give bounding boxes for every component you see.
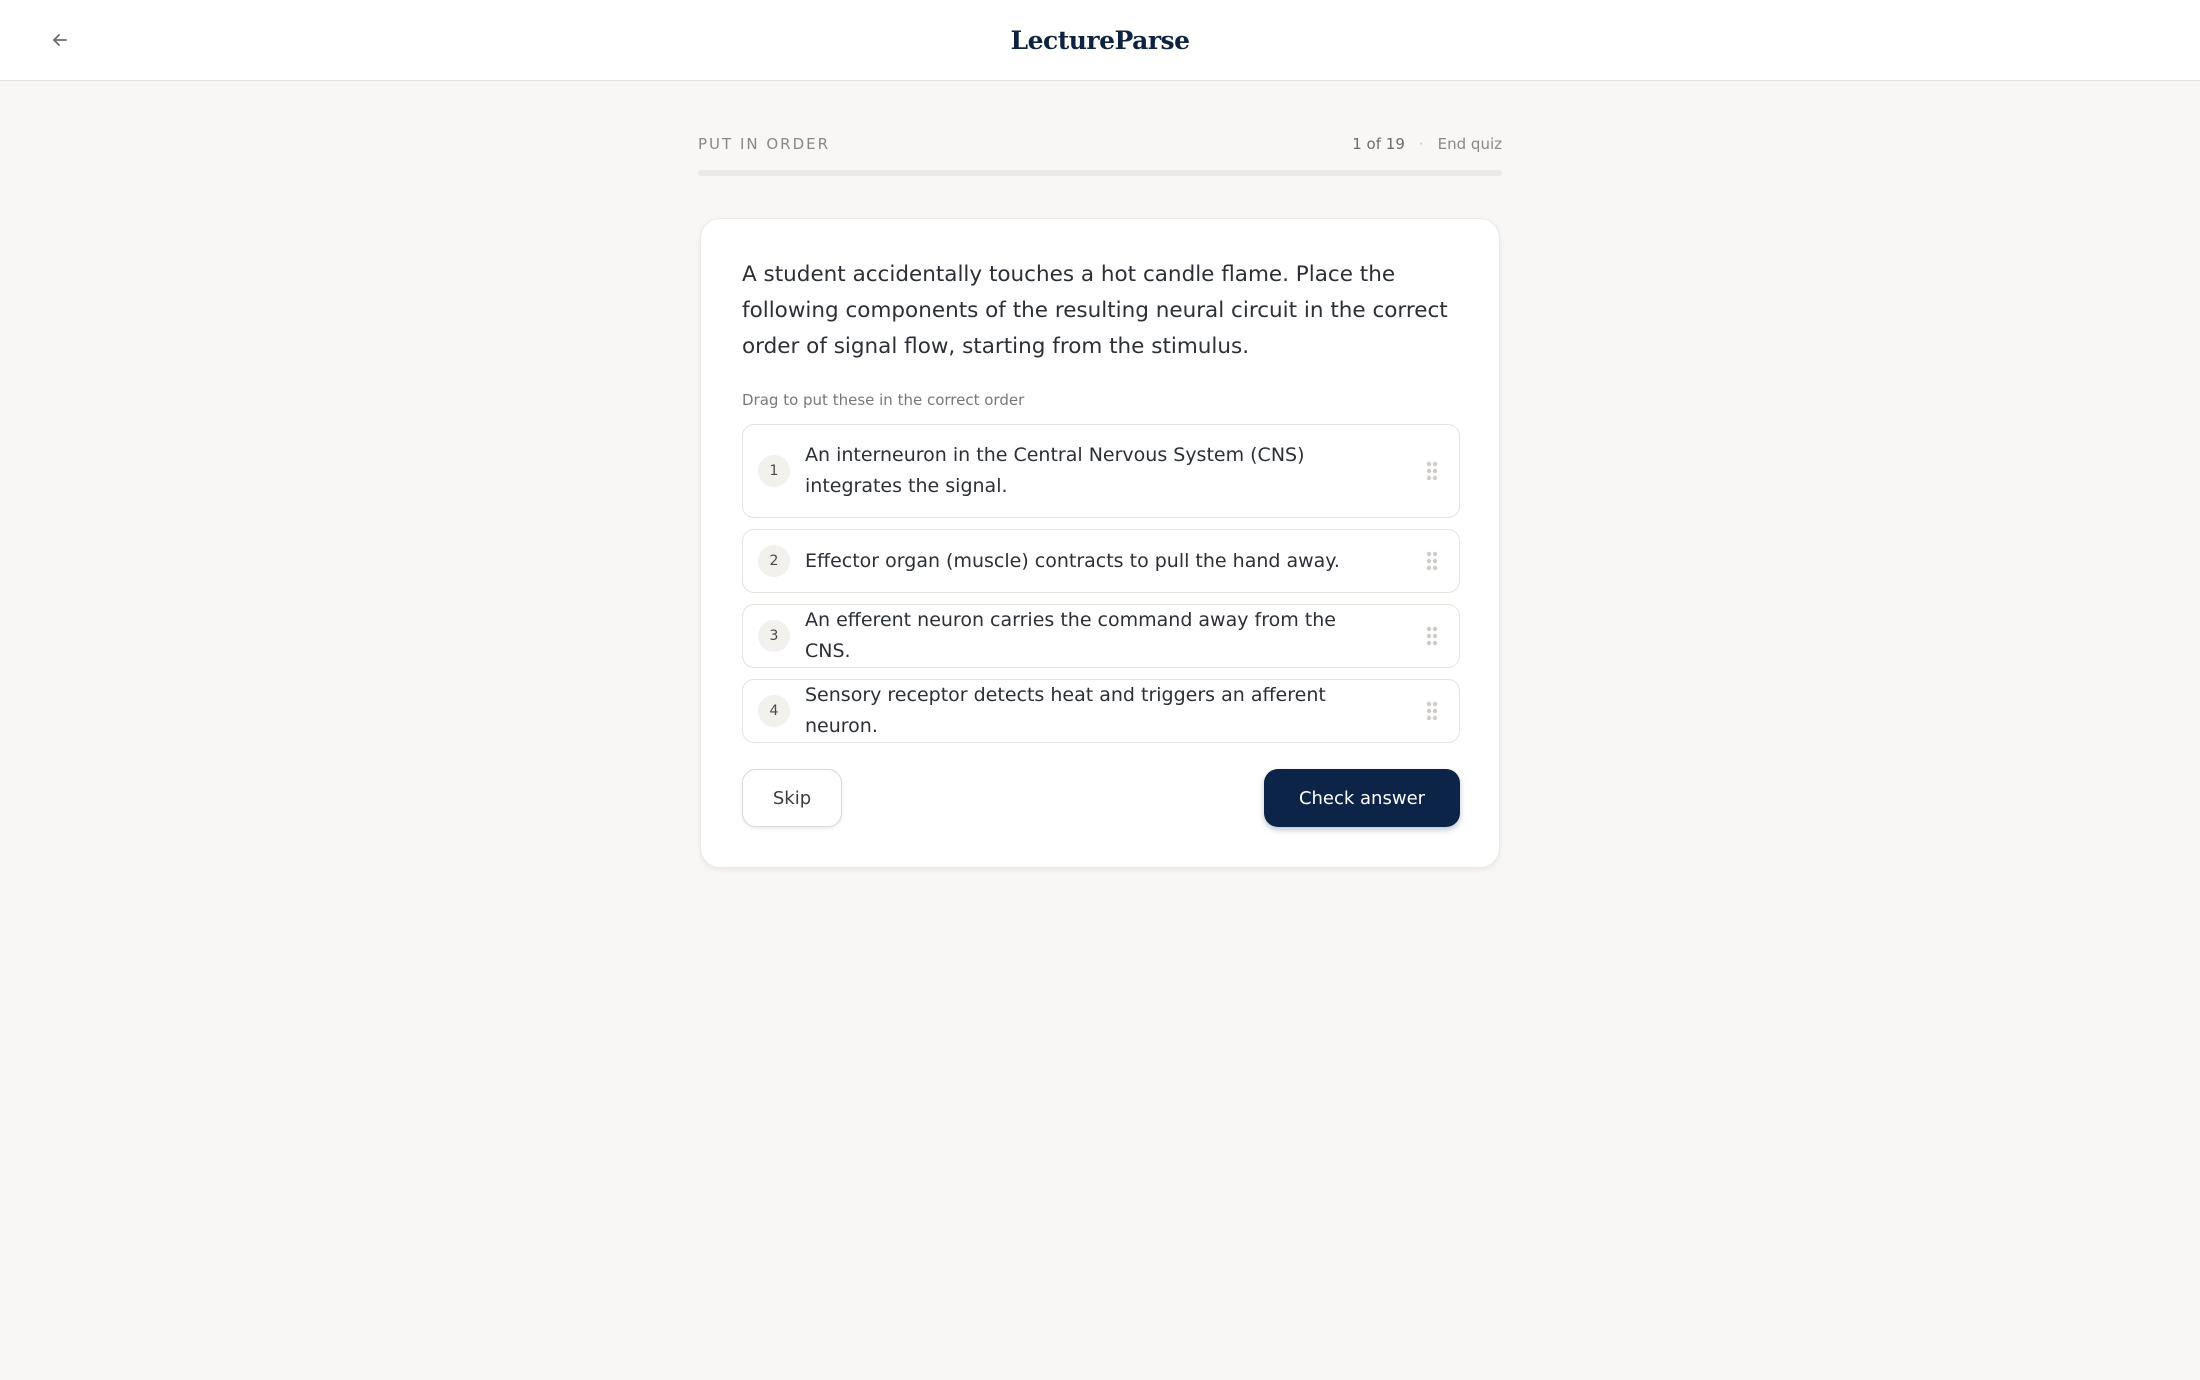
quiz-topbar bbox=[698, 132, 1502, 156]
quiz-type-label: PUT IN ORDER bbox=[698, 135, 831, 153]
end-quiz-link[interactable]: End quiz bbox=[1437, 135, 1502, 153]
order-item[interactable] bbox=[742, 679, 1460, 743]
question-text: A student accidentally touches a hot candle flame. Place the following components of the resulting neural circuit in the correct order of signal flow, starting from the stimulus. bbox=[742, 262, 1448, 359]
meta-separator: · bbox=[1418, 135, 1424, 153]
question-counter: 1 of 19 bbox=[1352, 135, 1405, 153]
drag-handle-icon[interactable] bbox=[1425, 460, 1439, 482]
drag-hint: Drag to put these in the correct order bbox=[742, 391, 1025, 409]
quiz-meta bbox=[1352, 135, 1502, 153]
question-card bbox=[700, 218, 1500, 868]
item-text: An efferent neuron carries the command away from the CNS. bbox=[805, 609, 1336, 662]
item-number: 2 bbox=[758, 545, 790, 577]
skip-button[interactable]: Skip bbox=[742, 769, 842, 827]
item-text: Effector organ (muscle) contracts to pull the hand away. bbox=[805, 549, 1340, 572]
order-item[interactable] bbox=[742, 604, 1460, 668]
app-header bbox=[0, 0, 2200, 81]
brand-logo: LectureParse bbox=[1010, 25, 1190, 55]
drag-handle-icon[interactable] bbox=[1425, 625, 1439, 647]
order-item[interactable] bbox=[742, 529, 1460, 593]
item-number: 3 bbox=[758, 620, 790, 652]
item-number: 4 bbox=[758, 695, 790, 727]
order-item[interactable] bbox=[742, 424, 1460, 518]
progress-bar bbox=[698, 170, 1502, 176]
item-text: Sensory receptor detects heat and triggers an afferent neuron. bbox=[805, 684, 1326, 737]
drag-handle-icon[interactable] bbox=[1425, 550, 1439, 572]
check-answer-button[interactable]: Check answer bbox=[1264, 769, 1460, 827]
drag-handle-icon[interactable] bbox=[1425, 700, 1439, 722]
item-number: 1 bbox=[758, 455, 790, 487]
item-text: An interneuron in the Central Nervous System (CNS) integrates the signal. bbox=[805, 444, 1305, 497]
